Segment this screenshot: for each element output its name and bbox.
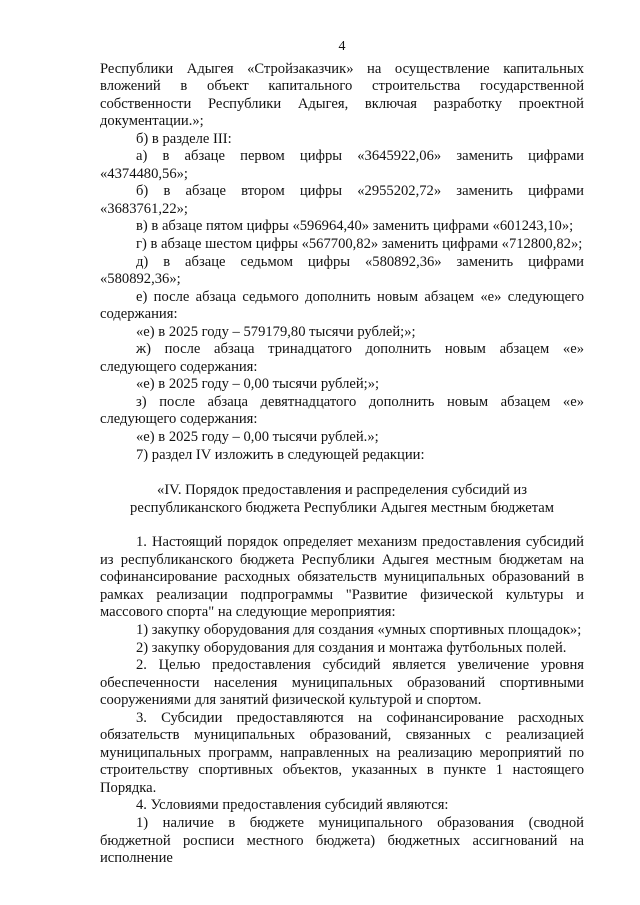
paragraph-item: 2. Целью предоставления субсидий является увеличение уровня обеспеченности населения муниципальных образований спортивными сооружениями для занятий физической культурой и спортом.	[100, 657, 584, 709]
paragraph-item: ж) после абзаца тринадцатого дополнить новым абзацем «е» следующего содержания:	[100, 341, 584, 375]
paragraph-continuation: Республики Адыгея «Стройзаказчик» на осуществление капитальных вложений в объект капитального строительства государственной собственности Республики Адыгея, включая разработку проектной документации.»;	[100, 60, 584, 130]
document-page	[100, 38, 584, 868]
paragraph-item: «е) в 2025 году – 0,00 тысячи рублей;»;	[136, 376, 380, 393]
paragraph-item: 1. Настоящий порядок определяет механизм предоставления субсидий из республиканского бюджета Республики Адыгея местным бюджетам на софинансирование расходных обязательств муниципальных образований в рамках реализации подпрограммы "Развитие физической культуры и массового спорта" на следующие мероприятия:	[100, 534, 584, 621]
paragraph-item: 1) закупку оборудования для создания «умных спортивных площадок»;	[136, 621, 582, 638]
paragraph-item: д) в абзаце седьмом цифры «580892,36» заменить цифрами «580892,36»;	[100, 253, 584, 288]
paragraph-item: б) в разделе III:	[136, 130, 232, 147]
paragraph-item: г) в абзаце шестом цифры «567700,82» заменить цифрами «712800,82»;	[136, 236, 583, 253]
paragraph-item: з) после абзаца девятнадцатого дополнить новым абзацем «е» следующего содержания:	[100, 393, 584, 428]
paragraph-item: 4. Условиями предоставления субсидий являются:	[136, 797, 449, 814]
paragraph-item: б) в абзаце втором цифры «2955202,72» заменить цифрами «3683761,22»;	[100, 183, 584, 217]
paragraph-item: 3. Субсидии предоставляются на софинансирование расходных обязательств муниципальных образований, связанных с реализацией муниципальных программ, направленных на реализацию мероприятий по строительству спортивных объектов, указанных в пункте 1 настоящего Порядка.	[100, 709, 584, 796]
paragraph-item: е) после абзаца седьмого дополнить новым абзацем «е» следующего содержания:	[100, 288, 584, 323]
section-heading: «IV. Порядок предоставления и распределения субсидий из республиканского бюджета Республики Адыгея местным бюджетам	[130, 482, 554, 516]
paragraph-item: 7) раздел IV изложить в следующей редакции:	[136, 446, 425, 463]
paragraph-item: «е) в 2025 году – 0,00 тысячи рублей.»;	[136, 429, 379, 446]
paragraph-item: 1) наличие в бюджете муниципального образования (сводной бюджетной росписи местного бюджета) бюджетных ассигнований на исполнение	[100, 814, 584, 867]
paragraph-item: 2) закупку оборудования для создания и монтажа футбольных полей.	[136, 639, 567, 656]
paragraph-item: «е) в 2025 году – 579179,80 тысячи рублей;»;	[136, 323, 416, 340]
paragraph-item: в) в абзаце пятом цифры «596964,40» заменить цифрами «601243,10»;	[136, 218, 574, 235]
paragraph-item: а) в абзаце первом цифры «3645922,06» заменить цифрами «4374480,56»;	[100, 148, 584, 182]
page-number: 4	[338, 39, 346, 54]
